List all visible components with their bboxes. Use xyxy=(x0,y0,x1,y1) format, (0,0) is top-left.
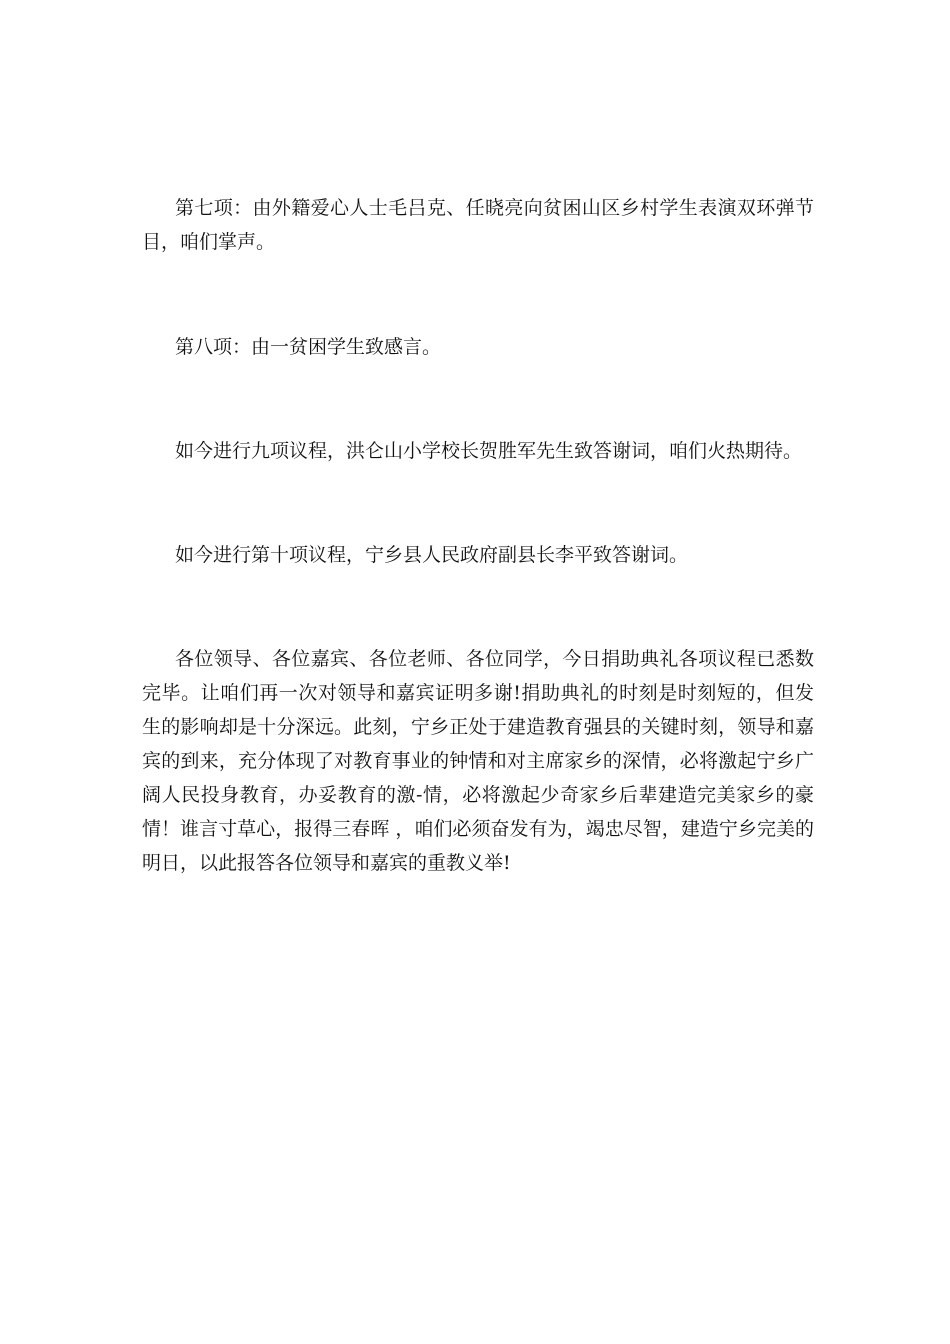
paragraph-item-nine: 如今进行九项议程，洪仑山小学校长贺胜军先生致答谢词，咱们火热期待。 xyxy=(175,440,803,462)
paragraph-item-eight: 第八项：由一贫困学生致感言。 xyxy=(175,336,442,358)
paragraph-item-seven: 第七项：由外籍爱心人士毛吕克、任晓亮向贫困山区乡村学生表演双环弹节目，咱们掌声。 xyxy=(142,197,814,253)
paragraph-item-ten: 如今进行第十项议程，宁乡县人民政府副县长李平致答谢词。 xyxy=(175,544,689,566)
paragraph-closing-remarks: 各位领导、各位嘉宾、各位老师、各位同学，今日捐助典礼各项议程已悉数完毕。让咱们再一次对领导和嘉宾证明多谢!捐助典礼的时刻是时刻短的，但发生的影响却是十分深远。此刻，宁乡正处于建造教育强县的关键时刻，领导和嘉宾的到来，充分体现了对教育事业的钟情和对主席家乡的深情，必将激起宁乡广阔人民投身教育，办妥教育的激-情，必将激起少奇家乡后辈建造完美家乡的豪情！谁言寸草心，报得三春晖 ，咱们必须奋发有为，竭忠尽智，建造宁乡完美的明日，以此报答各位领导和嘉宾的重教义举! xyxy=(142,648,814,874)
